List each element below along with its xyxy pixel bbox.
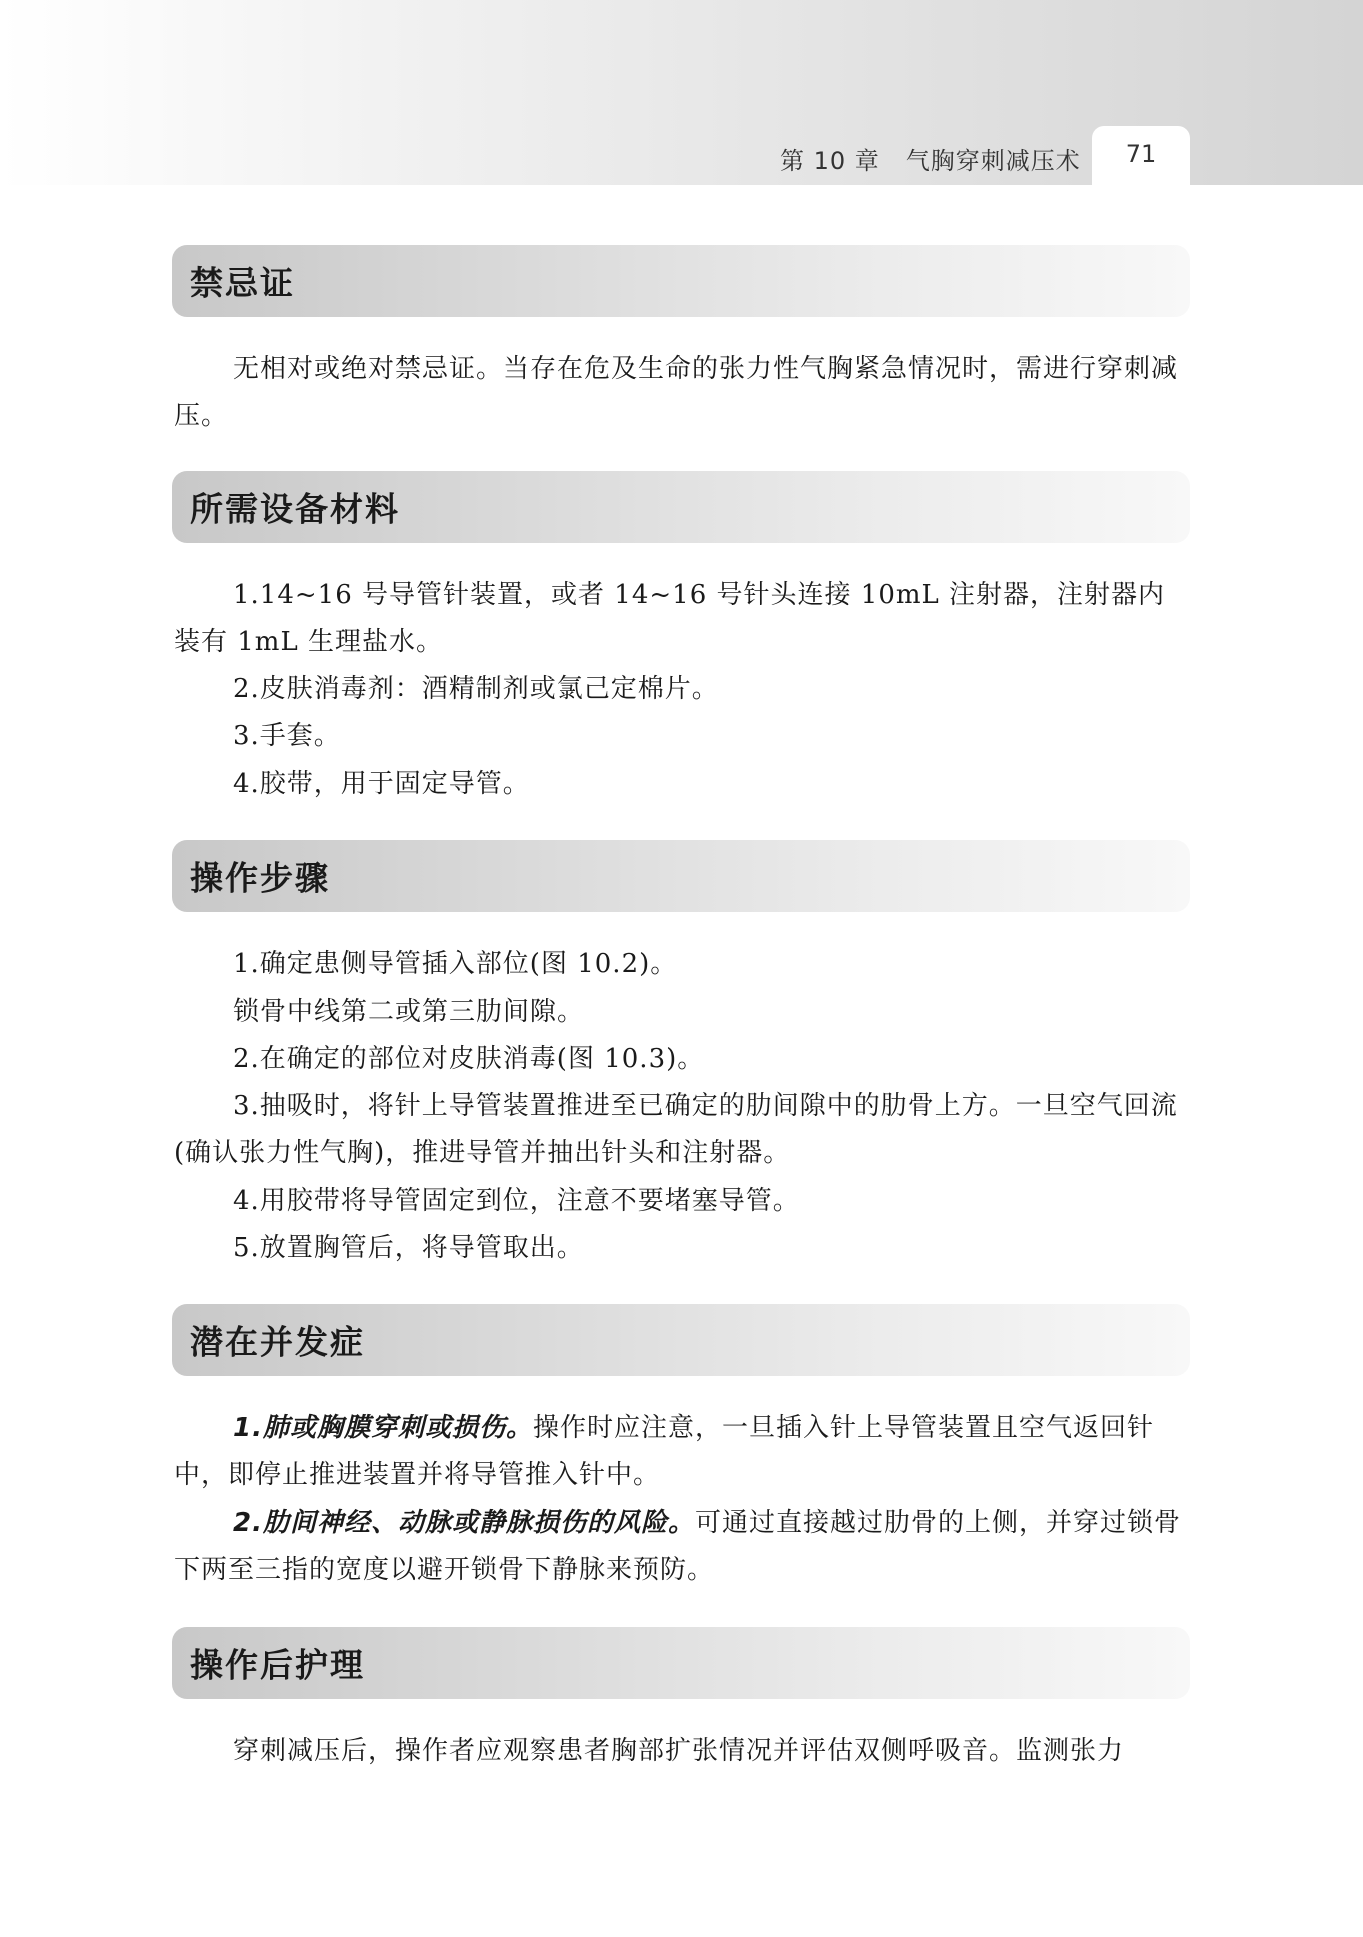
equipment-item-2: 2.皮肤消毒剂：酒精制剂或氯己定棉片。 xyxy=(233,674,719,704)
section-header-procedure xyxy=(172,840,1190,912)
complication-2 xyxy=(174,1500,1190,1594)
aftercare-paragraph: 穿刺减压后，操作者应观察患者胸部扩张情况并评估双侧呼吸音。监测张力 xyxy=(233,1736,1125,1766)
section-title: 所需设备材料 xyxy=(190,489,400,529)
chapter-title: 气胸穿刺减压术 xyxy=(905,147,1081,175)
complication-1 xyxy=(174,1405,1190,1499)
complication-2-lead: 2.肋间神经、动脉或静脉损伤的风险。 xyxy=(233,1508,695,1538)
complication-1-lead: 1.肺或胸膜穿刺或损伤。 xyxy=(233,1413,533,1443)
procedure-step-3: 3.抽吸时，将针上导管装置推进至已确定的肋间隙中的肋骨上方。一旦空气回流(确认张力性气胸)，推进导管并抽出针头和注射器。 xyxy=(174,1091,1178,1168)
page-number: 71 xyxy=(1125,140,1157,168)
equipment-item-3: 3.手套。 xyxy=(233,721,341,751)
section-title: 潜在并发症 xyxy=(190,1322,365,1362)
procedure-step-1: 1.确定患侧导管插入部位(图 10.2)。 xyxy=(233,949,678,979)
equipment-item-4: 4.胶带，用于固定导管。 xyxy=(233,769,530,799)
complication-1-text: 操作时应注意，一旦插入针上导管装置且空气返回针中，即停止推进装置并将导管推入针中。 xyxy=(174,1413,1154,1490)
section-title: 操作步骤 xyxy=(190,858,330,898)
equipment-item-1: 1.14~16 号导管针装置，或者 14~16 号针头连接 10mL 注射器，注射器内装有 1mL 生理盐水。 xyxy=(174,580,1166,657)
running-header xyxy=(780,141,1081,176)
procedure-step-4: 4.用胶带将导管固定到位，注意不要堵塞导管。 xyxy=(233,1186,800,1216)
section-header-complications xyxy=(172,1304,1190,1376)
chapter-label: 第 10 章 xyxy=(780,147,880,175)
section-header-contraindications xyxy=(172,245,1190,317)
procedure-step-2: 2.在确定的部位对皮肤消毒(图 10.3)。 xyxy=(233,1044,705,1074)
section-title: 禁忌证 xyxy=(190,263,295,303)
section-header-aftercare xyxy=(172,1627,1190,1699)
section-title: 操作后护理 xyxy=(190,1645,365,1685)
procedure-step-5: 5.放置胸管后，将导管取出。 xyxy=(233,1233,584,1263)
contraindications-paragraph: 无相对或绝对禁忌证。当存在危及生命的张力性气胸紧急情况时，需进行穿刺减压。 xyxy=(174,354,1179,431)
procedure-step-1-note: 锁骨中线第二或第三肋间隙。 xyxy=(233,997,585,1027)
complication-2-text: 可通过直接越过肋骨的上侧，并穿过锁骨下两至三指的宽度以避开锁骨下静脉来预防。 xyxy=(174,1508,1181,1585)
section-header-equipment xyxy=(172,471,1190,543)
